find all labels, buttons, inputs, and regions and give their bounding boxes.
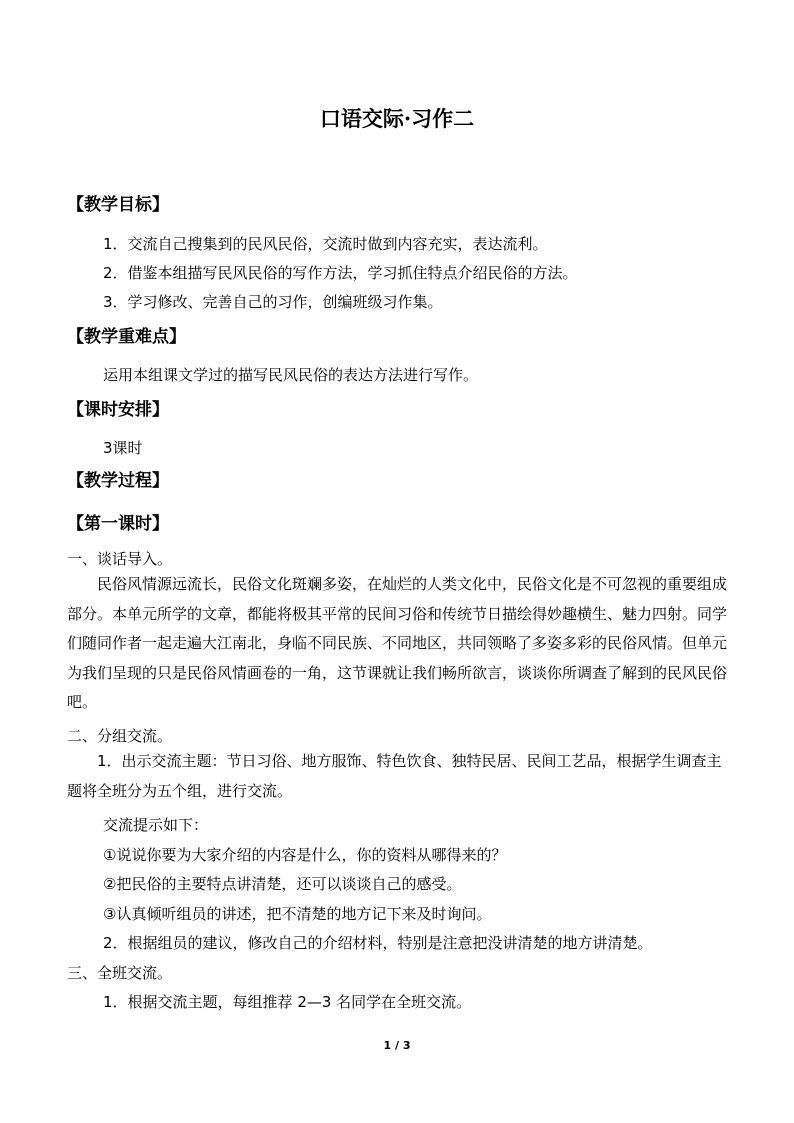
page-title: 口语交际·习作二 — [319, 106, 475, 131]
goal-item: 1．交流自己搜集到的民风民俗，交流时做到内容充实，表达流利。 — [103, 235, 548, 253]
section-3-title: 三、全班交流。 — [67, 964, 173, 982]
page-number: 1 / 3 — [383, 1039, 411, 1052]
section-1-title: 一、谈话导入。 — [67, 550, 173, 568]
intro-paragraph: 民俗风情源远流长，民俗文化斑斓多姿，在灿烂的人类文化中，民俗文化是不可忽视的重要组成部分。本单元所学的文章，都能将极其平常的民间习俗和传统节日描绘得妙趣横生、魅力四射。同学们随同作者一起走遍大江南北，身临不同民族、不同地区，共同领略了多姿多彩的民俗风情。但单元为我们呈现的只是民俗风情画卷的一角，这节课就让我们畅所欲言，谈谈你所调查了解到的民风民俗吧。 — [67, 575, 728, 712]
section-2-item-1-text: 1．出示交流主题：节日习俗、地方服饰、特色饮食、独特民居、民间工艺品，根据学生调查主题将全班分为五个组，进行交流。 — [67, 752, 722, 800]
process-heading: 【教学过程】 — [67, 471, 169, 491]
goal-item: 3．学习修改、完善自己的习作，创编班级习作集。 — [103, 293, 443, 311]
tips-label: 交流提示如下： — [103, 816, 209, 834]
schedule-heading: 【课时安排】 — [67, 400, 169, 420]
section-2-title: 二、分组交流。 — [67, 727, 173, 745]
section-2-item-1 — [67, 747, 727, 806]
goal-item: 2．借鉴本组描写民风民俗的写作方法，学习抓住特点介绍民俗的方法。 — [103, 264, 578, 282]
tip-item: ③认真倾听组员的讲述，把不清楚的地方记下来及时询问。 — [103, 905, 492, 923]
lesson1-heading: 【第一课时】 — [67, 514, 169, 534]
section-2-item-2: 2．根据组员的建议，修改自己的介绍材料，特别是注意把没讲清楚的地方讲清楚。 — [103, 934, 653, 952]
goals-heading: 【教学目标】 — [67, 195, 169, 215]
key-points-text: 运用本组课文学过的描写民风民俗的表达方法进行写作。 — [103, 366, 479, 384]
tip-item: ②把民俗的主要特点讲清楚，还可以谈谈自己的感受。 — [103, 875, 462, 893]
section-3-item-1: 1．根据交流主题，每组推荐 2—3 名同学在全班交流。 — [103, 993, 472, 1011]
section-1-paragraph — [67, 570, 727, 718]
key-points-heading: 【教学重难点】 — [67, 327, 186, 347]
tip-item: ①说说你要为大家介绍的内容是什么，你的资料从哪得来的？ — [103, 846, 507, 864]
schedule-text: 3课时 — [103, 439, 143, 457]
